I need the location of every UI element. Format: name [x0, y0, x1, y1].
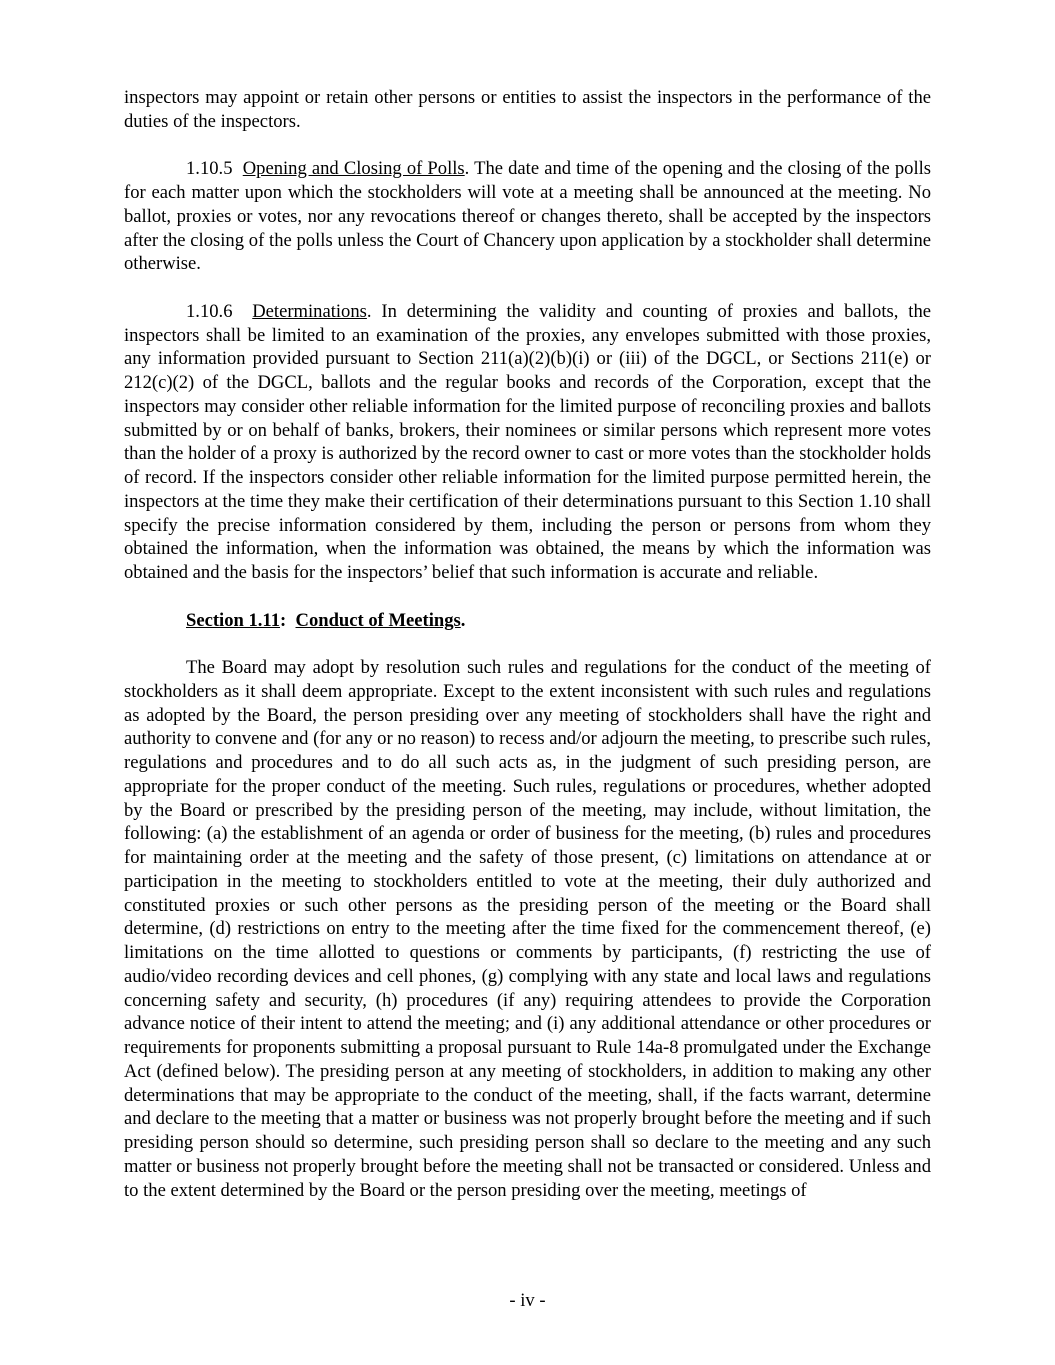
subsection-body: . In determining the validity and counting of proxies and ballots, the inspectors shall be limited to an examination of the proxies, any envelopes submitted with those proxies, any information provided pursuant to Section 211(a)(2)(b)(i) or (iii) of the DGCL, or Sections 211(e) or 212(c)(2) of the DGCL, ballots and the regular books and records of the Corporation, except that the inspectors may consider other reliable information for the limited purpose of reconciling proxies and ballots submitted by or on behalf of banks, brokers, their nominees or similar persons which represent more votes than the holder of a proxy is authorized by the record owner to cast or more votes than the stockholder holds of record. If the inspectors consider other reliable information for the limited purpose permitted herein, the inspectors at the time they make their certification of their determinations pursuant to this Section 1.10 shall specify the precise information considered by them, including the person or persons from whom they obtained the information, when the information was obtained, the means by which the information was obtained and the basis for the inspectors’ belief that such information is accurate and reliable.	[124, 300, 931, 583]
section-title-end: .	[460, 609, 466, 631]
subsection-title: Determinations	[252, 300, 367, 322]
subsection-body: . The date and time of the opening and the closing of the polls for each matter upon which the stockholders will vote at a meeting shall be announced at the meeting. No ballot, proxies or votes, nor any revocations thereof or changes thereto, shall be accepted by the inspectors after the closing of the polls unless the Court of Chancery upon application by a stockholder shall determine otherwise.	[124, 158, 932, 275]
section-label: Section 1.11	[186, 609, 281, 631]
subsection-title: Opening and Closing of Polls	[242, 158, 465, 180]
paragraph-1-10-6	[124, 300, 931, 585]
page-number: - iv -	[509, 1290, 546, 1311]
section-title: Conduct of Meetings	[295, 609, 461, 631]
paragraph-1-11-body: The Board may adopt by resolution such rules and regulations for the conduct of the meeting of stockholders as it shall deem appropriate. Except to the extent inconsistent with such rules and regulations as adopted by the Board, the person presiding over any meeting of stockholders shall have the right and authority to convene and (for any or no reason) to recess and/or adjourn the meeting, to prescribe such rules, regulations and procedures and to do all such acts as, in the judgment of such presiding person, are appropriate for the proper conduct of the meeting. Such rules, regulations or procedures, whether adopted by the Board or prescribed by the presiding person of the meeting, may include, without limitation, the following: (a) the establishment of an agenda or order of business for the meeting, (b) rules and procedures for maintaining order at the meeting and the safety of those present, (c) limitations on attendance at or participation in the meeting to stockholders entitled to vote at the meeting, their duly authorized and constituted proxies or such other persons as the presiding person of the meeting or the Board shall determine, (d) restrictions on entry to the meeting after the time fixed for the commencement thereof, (e) limitations on the time allotted to questions or comments by participants, (f) restricting the use of audio/video recording devices and cell phones, (g) complying with any state and local laws and regulations concerning safety and security, (h) procedures (if any) requiring attendees to provide the Corporation advance notice of their intent to attend the meeting; and (i) any additional attendance or other procedures or requirements for proponents submitting a proposal pursuant to Rule 14a-8 promulgated under the Exchange Act (defined below). The presiding person at any meeting of stockholders, in addition to making any other determinations that may be appropriate to the conduct of the meeting, shall, if the facts warrant, determine and declare to the meeting that a matter or business was not properly brought before the meeting and if such presiding person should so determine, such presiding person shall so declare to the meeting and any such matter or business not properly brought before the meeting shall not be transacted or considered. Unless and to the extent determined by the Board or the person presiding over the meeting, meetings of	[124, 657, 931, 1201]
subsection-number: 1.10.5	[186, 158, 233, 180]
section-separator: :	[280, 609, 287, 631]
paragraph-continuation: inspectors may appoint or retain other persons or entities to assist the inspectors in the performance of the duties of the inspectors.	[124, 87, 931, 132]
section-heading-1-11	[124, 609, 931, 633]
subsection-number: 1.10.6	[186, 300, 233, 322]
paragraph-1-10-5	[124, 157, 931, 276]
document-page	[124, 86, 931, 1202]
